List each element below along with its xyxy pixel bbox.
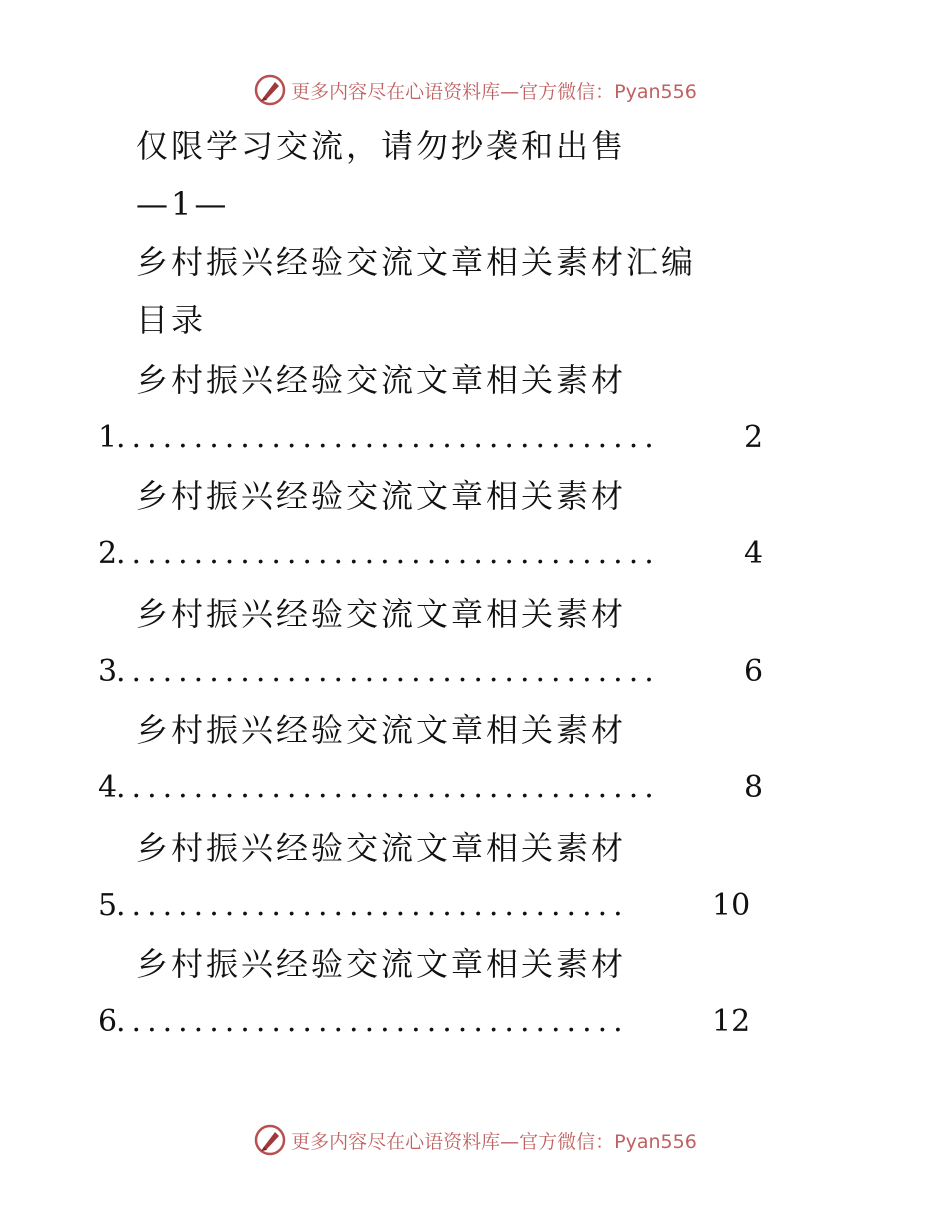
toc-heading: 目录 — [136, 301, 207, 339]
toc-entry-title[interactable]: 乡村振兴经验交流文章相关素材 — [136, 945, 627, 983]
watermark-banner-bottom — [0, 1120, 950, 1160]
usage-notice: 仅限学习交流，请勿抄袭和出售 — [136, 127, 627, 165]
pen-nib-circle-icon — [253, 73, 287, 107]
toc-entry-number: 6 — [98, 1004, 118, 1039]
document-title: 乡村振兴经验交流文章相关素材汇编 — [136, 243, 697, 281]
toc-entry-number: 4 — [98, 770, 118, 805]
toc-entry-page: 8 — [744, 770, 764, 805]
watermark-text: 更多内容尽在心语资料库—官方微信：Pyan556 — [291, 1130, 697, 1153]
toc-entry-page: 6 — [744, 654, 764, 689]
toc-entry-page: 2 — [744, 420, 764, 455]
toc-entry-leader[interactable] — [98, 652, 762, 692]
toc-entry-number: 2 — [98, 536, 118, 571]
toc-entry-number: 5 — [98, 888, 118, 923]
toc-entry-title[interactable]: 乡村振兴经验交流文章相关素材 — [136, 361, 627, 399]
pen-nib-circle-icon — [253, 1123, 287, 1157]
toc-entry-title[interactable]: 乡村振兴经验交流文章相关素材 — [136, 595, 627, 633]
toc-entry-dots: ................................. — [116, 888, 629, 923]
toc-entry-leader[interactable] — [98, 768, 762, 808]
toc-entry-dots: ................................... — [116, 654, 660, 689]
toc-entry-page: 12 — [712, 1004, 751, 1039]
toc-entry-title[interactable]: 乡村振兴经验交流文章相关素材 — [136, 477, 627, 515]
toc-entry-title[interactable]: 乡村振兴经验交流文章相关素材 — [136, 711, 627, 749]
watermark-text: 更多内容尽在心语资料库—官方微信：Pyan556 — [291, 80, 697, 103]
toc-entry-dots: ................................... — [116, 770, 660, 805]
toc-entry-dots: ................................. — [116, 1004, 629, 1039]
toc-entry-number: 3 — [98, 654, 118, 689]
toc-entry-leader[interactable] — [98, 534, 762, 574]
toc-entry-page: 10 — [712, 888, 751, 923]
watermark-banner-top — [0, 70, 950, 110]
toc-entry-dots: ................................... — [116, 536, 660, 571]
toc-entry-leader[interactable] — [98, 418, 762, 458]
toc-entry-page: 4 — [744, 536, 764, 571]
toc-entry-leader[interactable] — [98, 886, 762, 926]
toc-entry-leader[interactable] — [98, 1002, 762, 1042]
toc-entry-dots: ................................... — [116, 420, 660, 455]
toc-entry-number: 1 — [98, 420, 118, 455]
page-number: —1— — [136, 185, 230, 223]
toc-entry-title[interactable]: 乡村振兴经验交流文章相关素材 — [136, 829, 627, 867]
